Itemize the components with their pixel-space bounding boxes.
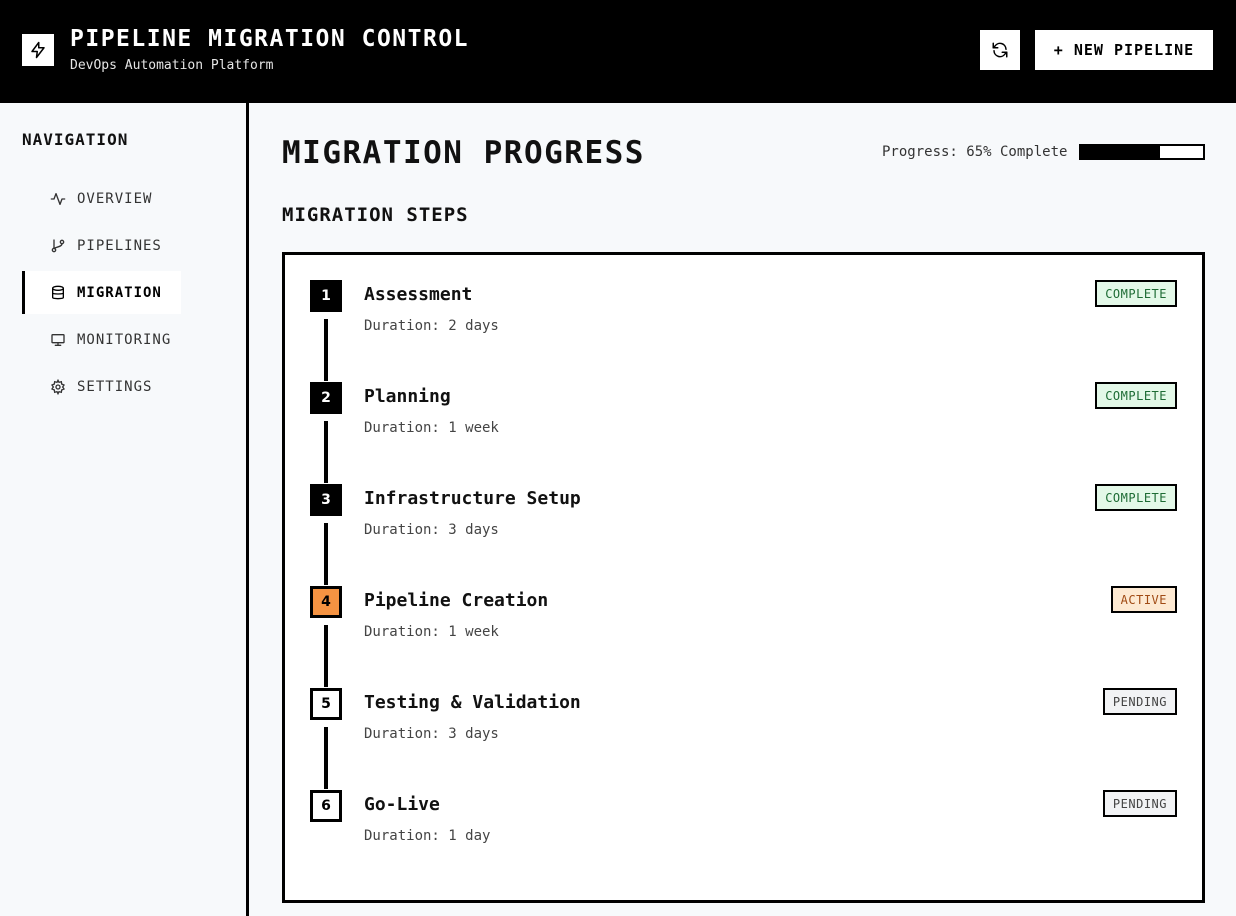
step-name: Pipeline Creation <box>364 590 549 611</box>
progress-fill <box>1081 146 1160 158</box>
status-badge: COMPLETE <box>1095 484 1177 511</box>
step-duration: Duration: 3 days <box>364 522 499 538</box>
database-icon <box>50 285 66 301</box>
step-item[interactable] <box>285 459 1202 561</box>
lightning-icon <box>22 34 54 66</box>
step-number: 1 <box>310 280 342 312</box>
page-title: MIGRATION PROGRESS <box>282 135 645 171</box>
new-pipeline-button[interactable]: + NEW PIPELINE <box>1035 30 1213 70</box>
sidebar-item-pipelines[interactable] <box>22 224 181 267</box>
step-item[interactable] <box>285 765 1202 867</box>
step-number: 3 <box>310 484 342 516</box>
sidebar-item-monitoring[interactable] <box>22 318 181 361</box>
step-number: 6 <box>310 790 342 822</box>
app-subtitle: DevOps Automation Platform <box>70 58 274 73</box>
step-item[interactable] <box>285 663 1202 765</box>
step-name: Infrastructure Setup <box>364 488 581 509</box>
status-badge: PENDING <box>1103 790 1177 817</box>
gear-icon <box>50 379 66 395</box>
progress-text: Progress: 65% Complete <box>882 144 1068 160</box>
nav-title: NAVIGATION <box>22 130 129 149</box>
refresh-icon <box>991 41 1009 59</box>
step-number: 5 <box>310 688 342 720</box>
step-duration: Duration: 2 days <box>364 318 499 334</box>
step-name: Assessment <box>364 284 473 305</box>
sidebar-item-label: OVERVIEW <box>77 190 153 207</box>
activity-icon <box>50 191 66 207</box>
step-item[interactable] <box>285 255 1202 357</box>
sidebar-item-label: MIGRATION <box>77 284 162 301</box>
step-number: 4 <box>310 586 342 618</box>
migration-steps-card <box>282 252 1205 903</box>
app-title: PIPELINE MIGRATION CONTROL <box>70 26 470 52</box>
git-branch-icon <box>50 238 66 254</box>
status-badge: ACTIVE <box>1111 586 1177 613</box>
sidebar <box>0 103 246 916</box>
section-title: MIGRATION STEPS <box>282 204 469 226</box>
status-badge: COMPLETE <box>1095 382 1177 409</box>
sidebar-item-label: PIPELINES <box>77 237 162 254</box>
refresh-button[interactable] <box>980 30 1020 70</box>
step-duration: Duration: 1 day <box>364 828 491 844</box>
step-duration: Duration: 1 week <box>364 420 499 436</box>
step-duration: Duration: 3 days <box>364 726 499 742</box>
app-header <box>0 0 1236 103</box>
step-name: Testing & Validation <box>364 692 581 713</box>
step-name: Planning <box>364 386 451 407</box>
status-badge: COMPLETE <box>1095 280 1177 307</box>
sidebar-item-settings[interactable] <box>22 365 181 408</box>
step-name: Go-Live <box>364 794 440 815</box>
step-item[interactable] <box>285 357 1202 459</box>
step-number: 2 <box>310 382 342 414</box>
sidebar-item-label: MONITORING <box>77 331 172 348</box>
step-item[interactable] <box>285 561 1202 663</box>
sidebar-item-overview[interactable] <box>22 177 181 220</box>
sidebar-divider <box>246 103 249 916</box>
step-duration: Duration: 1 week <box>364 624 499 640</box>
progress-bar <box>1079 144 1205 160</box>
sidebar-item-label: SETTINGS <box>77 378 153 395</box>
sidebar-item-migration[interactable] <box>22 271 181 314</box>
monitor-icon <box>50 332 66 348</box>
status-badge: PENDING <box>1103 688 1177 715</box>
